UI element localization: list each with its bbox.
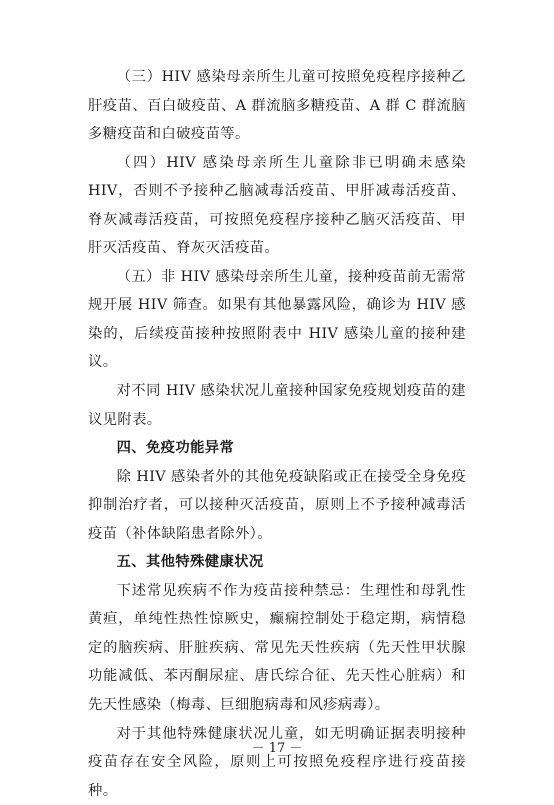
- paragraph-other-conditions: 对于其他特殊健康状况儿童，如无明确证据表明接种疫苗存在安全风险，原则上可按照免疫程序进行疫苗接种。: [88, 725, 466, 799]
- paragraph-vaccine-advice: 对不同 HIV 感染状况儿童接种国家免疫规划疫苗的建议见附表。: [88, 383, 466, 428]
- section-heading-special-health: 五、其他特殊健康状况: [116, 554, 264, 571]
- paragraph-item-3: （三）HIV 感染母亲所生儿童可按照免疫程序接种乙肝疫苗、百白破疫苗、A 群流脑多糖疫苗、A 群 C 群流脑多糖疫苗和白破疫苗等。: [88, 69, 466, 143]
- paragraph-common-diseases: 下述常见疾病不作为疫苗接种禁忌：生理性和母乳性黄疸，单纯性热性惊厥史，癫痫控制处于稳定期，病情稳定的脑疾病、肝脏疾病、常见先天性疾病（先天性甲状腺功能减低、苯丙酮尿症、唐氏综合征、先天性心脏病）和先天性感染（梅毒、巨细胞病毒和风疹病毒）。: [88, 582, 466, 714]
- paragraph-immune-deficiency: 除 HIV 感染者外的其他免疫缺陷或正在接受全身免疫抑制治疗者，可以接种灭活疫苗，原则上不予接种减毒活疫苗（补体缺陷患者除外）。: [88, 468, 466, 542]
- page-number: － 17 －: [251, 741, 303, 756]
- section-heading-immune-abnormality: 四、免疫功能异常: [116, 440, 235, 457]
- paragraph-item-5: （五）非 HIV 感染母亲所生儿童，接种疫苗前无需常规开展 HIV 筛查。如果有其他暴露风险，确诊为 HIV 感染的，后续疫苗接种按照附表中 HIV 感染儿童的接种建议。: [88, 268, 466, 371]
- document-body: [88, 63, 466, 805]
- paragraph-item-4: （四）HIV 感染母亲所生儿童除非已明确未感染 HIV，否则不予接种乙脑减毒活疫苗、甲肝减毒活疫苗、脊灰减毒活疫苗，可按照免疫程序接种乙脑灭活疫苗、甲肝灭活疫苗、脊灰灭活疫苗。: [88, 154, 466, 257]
